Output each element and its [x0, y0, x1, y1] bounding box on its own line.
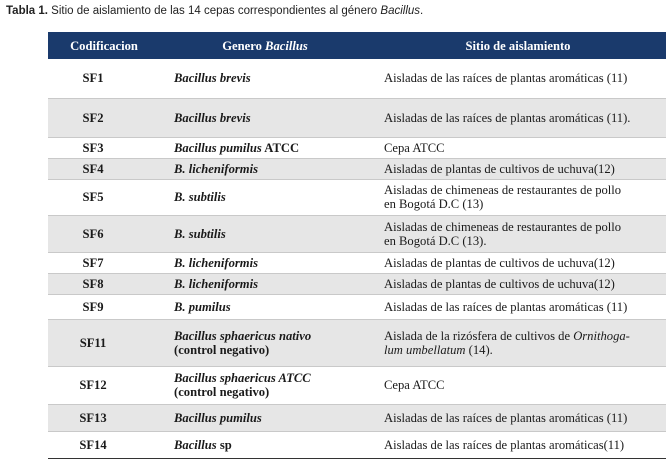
row-site: Aisladas de las raíces de plantas aromáticas (11).	[370, 98, 666, 137]
row-site: Aisladas de las raíces de plantas aromáticas (11)	[370, 294, 666, 319]
table-header-row	[48, 32, 666, 59]
site-line-1: Aislada de la rizósfera de cultivos de	[384, 328, 574, 343]
header-genus	[160, 32, 370, 59]
genus-line-2: (control negativo)	[174, 385, 270, 399]
genus-italic: B. licheniformis	[174, 276, 258, 291]
site-line-2: (14).	[465, 342, 493, 357]
table-row	[48, 158, 666, 179]
site-italic: Ornithoga-	[573, 328, 630, 343]
genus-italic: Bacillus brevis	[174, 71, 251, 86]
site-line-1: Aisladas de chimeneas de restaurantes de pollo	[384, 219, 622, 234]
row-code: SF11	[48, 319, 160, 366]
table-row	[48, 215, 666, 252]
genus-rest: sp	[216, 437, 232, 452]
genus-italic: Bacillus pumilus	[174, 410, 262, 425]
row-genus	[160, 59, 370, 98]
site-line-2-italic: lum umbellatum	[384, 342, 466, 357]
genus-rest: ATCC	[261, 140, 300, 155]
caption-label: Tabla 1.	[6, 5, 48, 17]
site-line-2: en Bogotá D.C (13).	[384, 233, 487, 248]
row-site: Aisladas de las raíces de plantas aromáticas (11)	[370, 59, 666, 98]
row-code: SF14	[48, 431, 160, 458]
row-code: SF6	[48, 215, 160, 252]
caption-end: .	[420, 5, 424, 17]
header-genus-italic: Bacillus	[265, 38, 308, 53]
row-genus	[160, 319, 370, 366]
row-site	[370, 319, 666, 366]
genus-italic: Bacillus sphaericus nativo	[174, 328, 312, 343]
row-code: SF9	[48, 294, 160, 319]
row-code: SF2	[48, 98, 160, 137]
row-genus	[160, 158, 370, 179]
table-body	[48, 59, 666, 458]
row-genus	[160, 431, 370, 458]
genus-italic: Bacillus sphaericus ATCC	[174, 371, 311, 385]
genus-italic: B. subtilis	[174, 190, 226, 204]
row-site: Cepa ATCC	[370, 366, 666, 404]
row-site: Aisladas de las raíces de plantas aromáticas(11)	[370, 431, 666, 458]
site-line-2: en Bogotá D.C (13)	[384, 197, 484, 211]
table-row	[48, 273, 666, 294]
table-caption	[6, 5, 423, 17]
genus-italic: B. pumilus	[174, 299, 231, 314]
row-code: SF8	[48, 273, 160, 294]
site-line-1: Aisladas de chimeneas de restaurantes de pollo	[384, 183, 622, 197]
row-site: Aisladas de las raíces de plantas aromáticas (11)	[370, 404, 666, 431]
caption-text: Sitio de aislamiento de las 14 cepas correspondientes al género	[47, 5, 381, 17]
row-code: SF5	[48, 179, 160, 215]
genus-italic: Bacillus	[174, 437, 217, 452]
table-row	[48, 294, 666, 319]
row-code: SF1	[48, 59, 160, 98]
row-genus	[160, 98, 370, 137]
table-row	[48, 252, 666, 273]
row-genus	[160, 252, 370, 273]
row-code: SF4	[48, 158, 160, 179]
row-site: Aisladas de plantas de cultivos de uchuva(12)	[370, 252, 666, 273]
table-row	[48, 319, 666, 366]
row-site	[370, 215, 666, 252]
genus-line-2: (control negativo)	[174, 342, 270, 357]
table-row	[48, 366, 666, 404]
header-site: Sitio de aislamiento	[370, 32, 666, 59]
row-site: Cepa ATCC	[370, 137, 666, 158]
row-code: SF12	[48, 366, 160, 404]
row-site: Aisladas de plantas de cultivos de uchuva(12)	[370, 273, 666, 294]
row-site	[370, 179, 666, 215]
isolation-table	[48, 32, 666, 459]
genus-italic: B. licheniformis	[174, 161, 258, 176]
row-genus	[160, 404, 370, 431]
table-row	[48, 404, 666, 431]
header-genus-prefix: Genero	[222, 38, 266, 53]
table-row	[48, 431, 666, 458]
row-genus	[160, 215, 370, 252]
row-code: SF13	[48, 404, 160, 431]
genus-italic: Bacillus pumilus	[174, 140, 262, 155]
header-code: Codificacion	[48, 32, 160, 59]
table-row	[48, 179, 666, 215]
row-genus	[160, 179, 370, 215]
row-site: Aisladas de plantas de cultivos de uchuva(12)	[370, 158, 666, 179]
table-row	[48, 98, 666, 137]
genus-italic: B. licheniformis	[174, 255, 258, 270]
row-genus	[160, 294, 370, 319]
row-code: SF3	[48, 137, 160, 158]
caption-genus: Bacillus	[380, 5, 421, 17]
table-row	[48, 59, 666, 98]
row-genus	[160, 273, 370, 294]
genus-italic: Bacillus brevis	[174, 110, 251, 125]
table-row	[48, 137, 666, 158]
row-code: SF7	[48, 252, 160, 273]
row-genus	[160, 366, 370, 404]
genus-italic: B. subtilis	[174, 226, 226, 241]
row-genus	[160, 137, 370, 158]
